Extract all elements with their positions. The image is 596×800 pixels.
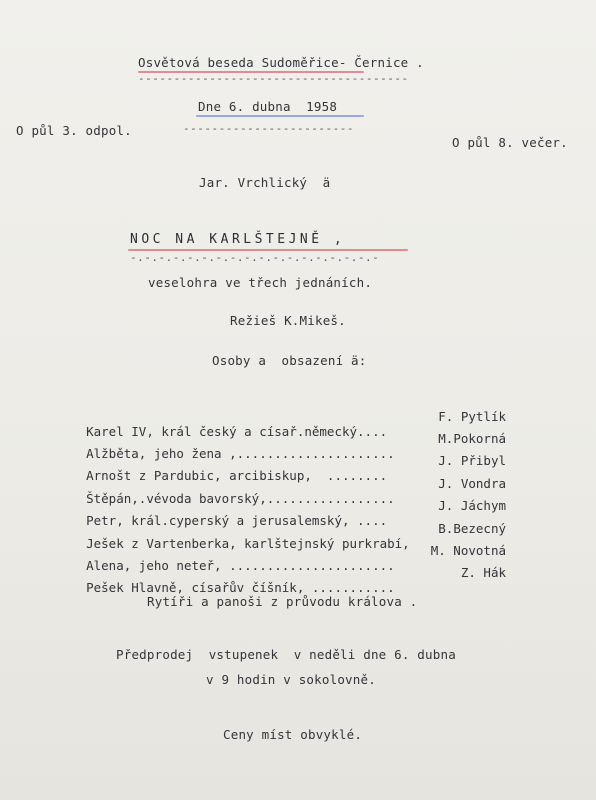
actor: M. Novotná [430, 543, 506, 558]
role: Alena, jeho neteř, ...................... [86, 558, 395, 573]
role: Arnošt z Pardubic, arcibiskup, ........ [86, 468, 388, 483]
evening-time: O půl 8. večer. [452, 135, 568, 150]
role: Ješek z Vartenberka, karlštejnský purkrabí, [86, 536, 410, 551]
genre-line: veselohra ve třech jednáních. [148, 275, 373, 290]
role: Pešek Hlavně, císařův číšník, ........... [86, 580, 395, 595]
date-rule: ------------------------ [183, 122, 354, 135]
author-line: Jar. Vrchlický ä [199, 175, 331, 190]
presale-line-1: Předprodej vstupenek v neděli dne 6. dubna [116, 647, 456, 662]
blue-pencil-underline [196, 115, 364, 117]
actor: J. Vondra [438, 476, 506, 491]
organizer-line: Osvětová beseda Sudoměřice- Černice . [138, 55, 424, 70]
director-line: Režieš K.Mikeš. [230, 313, 346, 328]
title-rule: -.-.-.-.-.-.-.-.-.-.-.-.-.-.-.-.-.- [130, 251, 380, 264]
prices-line: Ceny míst obvyklé. [223, 727, 363, 742]
actor: J. Jáchym [438, 498, 506, 513]
play-title: NOC NA KARLŠTEJNĚ , [130, 232, 346, 247]
role: Karel IV, král český a císař.německý.... [86, 424, 388, 439]
date-line: Dne 6. dubna 1958 [198, 99, 338, 114]
actor: Z. Hák [460, 565, 506, 580]
afternoon-time: O půl 3. odpol. [16, 123, 132, 138]
extras-line: Rytíři a panoši z průvodu králova . [147, 594, 418, 609]
organizer-rule: -------------------------------------- [138, 72, 409, 85]
role: Petr, král.cyperský a jerusalemský, .... [86, 513, 388, 528]
actor: F. Pytlík [438, 409, 506, 424]
actor: J. Přibyl [438, 453, 506, 468]
actor: M.Pokorná [438, 431, 506, 446]
role: Alžběta, jeho žena ,..................... [86, 446, 395, 461]
role: Štěpán,.vévoda bavorský,................. [86, 491, 395, 506]
presale-line-2: v 9 hodin v sokolovně. [206, 672, 376, 687]
actor: B.Bezecný [438, 521, 506, 536]
cast-heading: Osoby a obsazení ä: [212, 353, 367, 368]
